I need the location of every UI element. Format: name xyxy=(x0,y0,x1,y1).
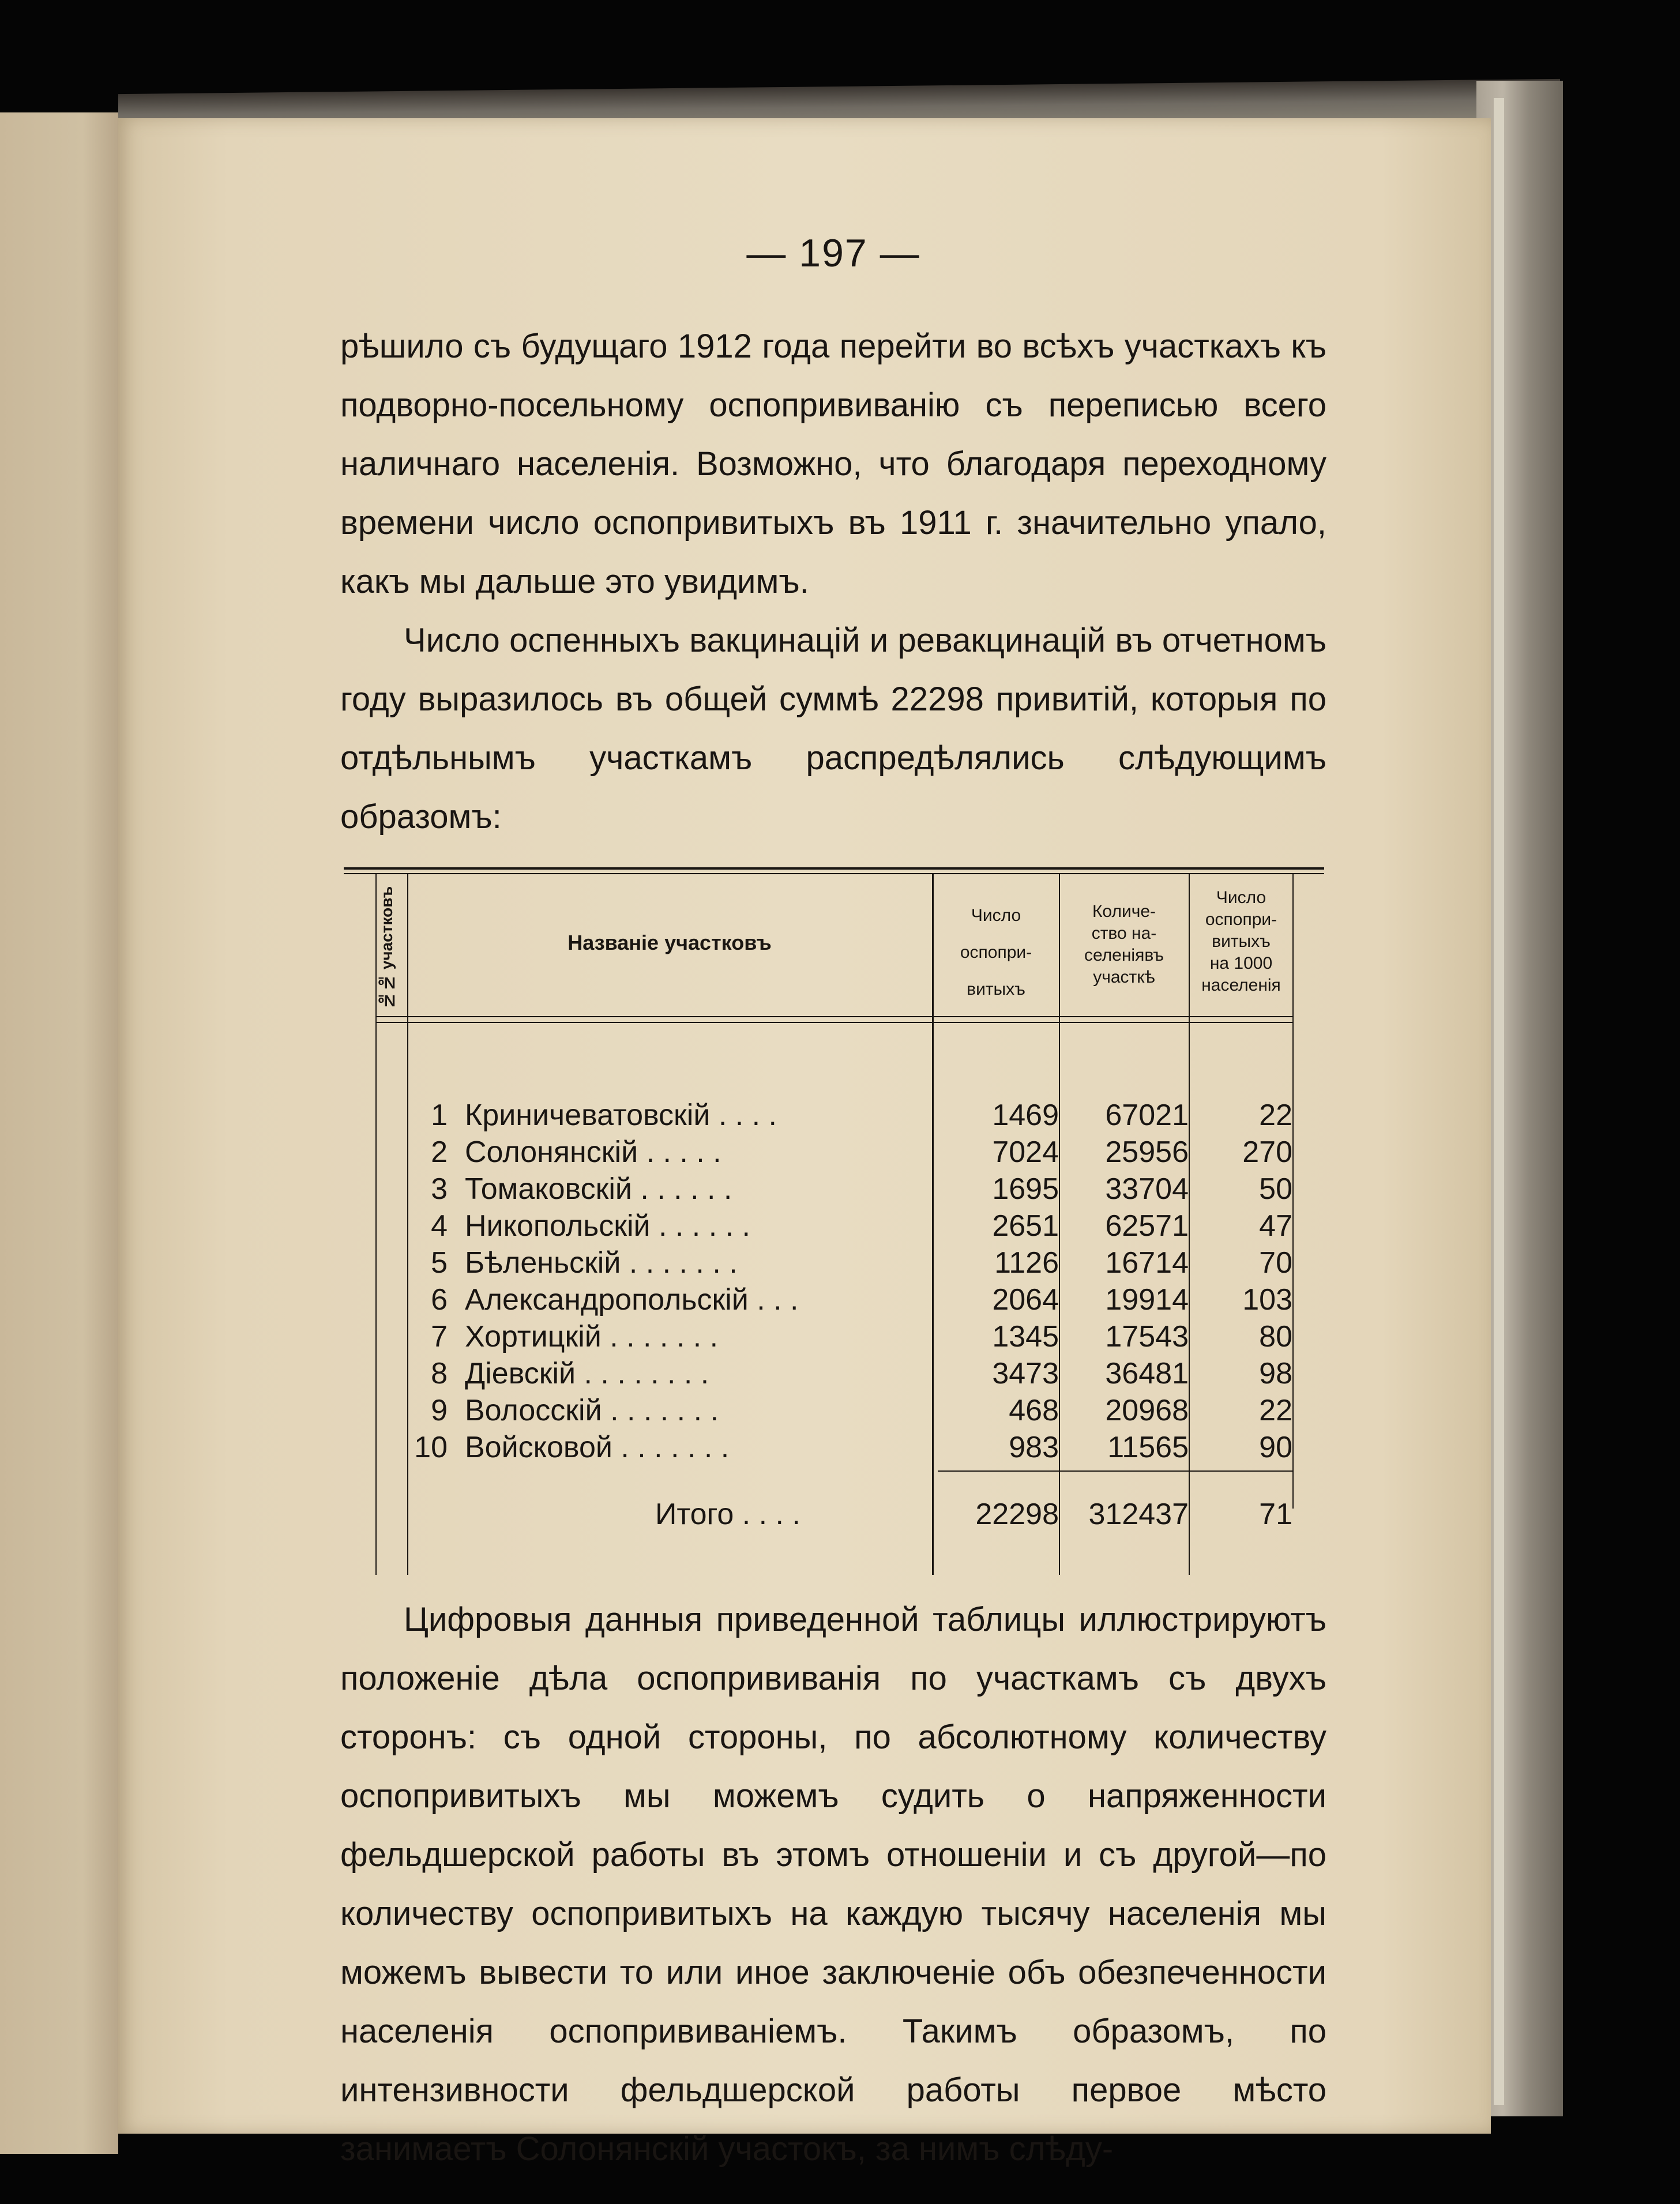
page-number: — 197 — xyxy=(746,231,920,275)
row-rate: 98 xyxy=(1259,1357,1292,1390)
row-population: 67021 xyxy=(1105,1099,1189,1132)
header-population-line-1: Количе- xyxy=(1092,902,1156,921)
row-district-name: Хортицкій . . . . . . . xyxy=(465,1320,719,1353)
header-rule-double xyxy=(375,1022,1292,1023)
paragraph-1: рѣшило съ будущаго 1912 года перейти во всѣхъ участкахъ къ подворно-посельному оспопрививанію съ переписью всего наличнаго населенія. Возможно, что благодаря переходному времени число оспопривитыхъ въ 1911 г. значительно упало, какъ мы дальше это увидимъ. xyxy=(340,328,1326,600)
row-vaccinated: 1126 xyxy=(994,1246,1059,1280)
book-cover-left xyxy=(0,112,118,2154)
total-vaccinated: 22298 xyxy=(975,1498,1059,1531)
table-row xyxy=(344,1244,1324,1281)
total-population: 312437 xyxy=(1088,1498,1189,1531)
row-rate: 47 xyxy=(1259,1209,1292,1243)
row-number: 4 xyxy=(431,1209,448,1243)
row-rate: 50 xyxy=(1259,1172,1292,1206)
table-row xyxy=(344,1281,1324,1318)
table-total-row xyxy=(344,1496,1324,1533)
header-rate-line-2: оспопри- xyxy=(1205,910,1277,929)
paragraph-3: Цифровыя данныя приведенной таблицы иллюстрируютъ положеніе дѣла оспопрививанія по участкамъ съ двухъ сторонъ: съ одной стороны, по абсолютному количеству оспопривитыхъ мы можемъ судить о напряженности фельдшерской работы въ этомъ отношеніи и съ другой—по количеству оспопривитыхъ на каждую тысячу населенія мы можемъ вывести то или иное заключеніе объ обезпеченности населенія оспопрививаніемъ. Такимъ образомъ, по интензивности фельдшерской работы первое мѣсто занимаетъ Солонянскій участокъ, за нимъ слѣду- xyxy=(340,1601,1326,2168)
header-rate-line-4: на 1000 xyxy=(1209,954,1273,973)
header-population-line-2: ство на- xyxy=(1091,924,1157,943)
vaccination-table xyxy=(344,867,1324,1577)
row-district-name: Діевскій . . . . . . . . xyxy=(465,1357,709,1390)
header-vaccinated-line-3: витыхъ xyxy=(967,980,1025,999)
page-content xyxy=(340,231,1326,2179)
table-row xyxy=(344,1171,1324,1208)
row-district-name: Бѣленьскій . . . . . . . xyxy=(465,1246,738,1280)
table-top-rule xyxy=(344,867,1324,870)
row-number: 5 xyxy=(431,1246,448,1280)
header-rate-line-5: населенія xyxy=(1201,976,1281,995)
header-population-line-4: участкѣ xyxy=(1093,968,1155,987)
row-rate: 70 xyxy=(1259,1246,1292,1280)
row-rate: 90 xyxy=(1259,1431,1292,1464)
header-vaccinated-line-1: Число xyxy=(971,906,1021,925)
table-row xyxy=(344,1318,1324,1355)
row-district-name: Солонянскій . . . . . xyxy=(465,1135,721,1169)
table-row xyxy=(344,1134,1324,1171)
row-vaccinated: 2651 xyxy=(992,1209,1059,1243)
row-vaccinated: 983 xyxy=(1009,1431,1059,1464)
total-label: Итого . . . . xyxy=(655,1498,800,1531)
table-row xyxy=(344,1208,1324,1244)
row-district-name: Войсковой . . . . . . . xyxy=(465,1431,730,1464)
row-population: 16714 xyxy=(1105,1246,1189,1280)
row-rate: 22 xyxy=(1259,1394,1292,1427)
header-population-line-3: селеніявъ xyxy=(1084,946,1164,965)
table-row xyxy=(344,1392,1324,1429)
row-district-name: Волосскій . . . . . . . xyxy=(465,1394,719,1427)
header-population xyxy=(1060,901,1188,988)
row-vaccinated: 2064 xyxy=(992,1283,1059,1317)
row-rate: 270 xyxy=(1242,1135,1292,1169)
row-rate: 80 xyxy=(1259,1320,1292,1353)
row-number: 8 xyxy=(431,1357,448,1390)
row-population: 19914 xyxy=(1105,1283,1189,1317)
total-rule xyxy=(938,1470,1292,1472)
header-rate-line-3: витыхъ xyxy=(1212,932,1271,951)
row-vaccinated: 3473 xyxy=(992,1357,1059,1390)
header-vaccinated xyxy=(933,897,1059,1008)
paragraph-2: Число оспенныхъ вакцинацій и ревакцинацій въ отчетномъ году выразилось въ общей суммѣ 22298 привитій, которыя по отдѣльнымъ участкамъ распредѣлялись слѣдующимъ образомъ: xyxy=(340,622,1326,836)
row-number: 3 xyxy=(431,1172,448,1206)
row-vaccinated: 468 xyxy=(1009,1394,1059,1427)
row-rate: 103 xyxy=(1242,1283,1292,1317)
table-row xyxy=(344,1097,1324,1134)
total-rate: 71 xyxy=(1259,1498,1292,1531)
table-row xyxy=(344,1429,1324,1466)
row-vaccinated: 1469 xyxy=(992,1099,1059,1132)
row-population: 62571 xyxy=(1105,1209,1189,1243)
row-number: 7 xyxy=(431,1320,448,1353)
row-district-name: Криничеватовскій . . . . xyxy=(465,1099,777,1132)
header-rate-line-1: Число xyxy=(1216,888,1266,907)
row-vaccinated: 7024 xyxy=(992,1135,1059,1169)
row-population: 25956 xyxy=(1105,1135,1189,1169)
row-number: 1 xyxy=(431,1099,448,1132)
header-rate xyxy=(1190,887,1292,996)
row-number: 6 xyxy=(431,1283,448,1317)
row-number: 2 xyxy=(431,1135,448,1169)
row-vaccinated: 1695 xyxy=(992,1172,1059,1206)
row-population: 17543 xyxy=(1105,1320,1189,1353)
row-vaccinated: 1345 xyxy=(992,1320,1059,1353)
table-top-rule-inner xyxy=(344,873,1324,874)
row-population: 36481 xyxy=(1105,1357,1189,1390)
table-row xyxy=(344,1355,1324,1392)
row-rate: 22 xyxy=(1259,1099,1292,1132)
row-district-name: Томаковскій . . . . . . xyxy=(465,1172,732,1206)
row-population: 33704 xyxy=(1105,1172,1189,1206)
header-rule xyxy=(375,1016,1292,1017)
page-edges xyxy=(1494,98,1504,2105)
header-vaccinated-line-2: оспопри- xyxy=(960,943,1032,962)
row-district-name: Александропольскій . . . xyxy=(465,1283,799,1317)
header-district-number: №№ участковъ xyxy=(378,886,396,1010)
row-number: 10 xyxy=(414,1431,448,1464)
row-population: 20968 xyxy=(1105,1394,1189,1427)
row-number: 9 xyxy=(431,1394,448,1427)
row-population: 11565 xyxy=(1107,1431,1189,1464)
header-district-name: Названіе участковъ xyxy=(567,931,772,954)
row-district-name: Никопольскій . . . . . . xyxy=(465,1209,750,1243)
